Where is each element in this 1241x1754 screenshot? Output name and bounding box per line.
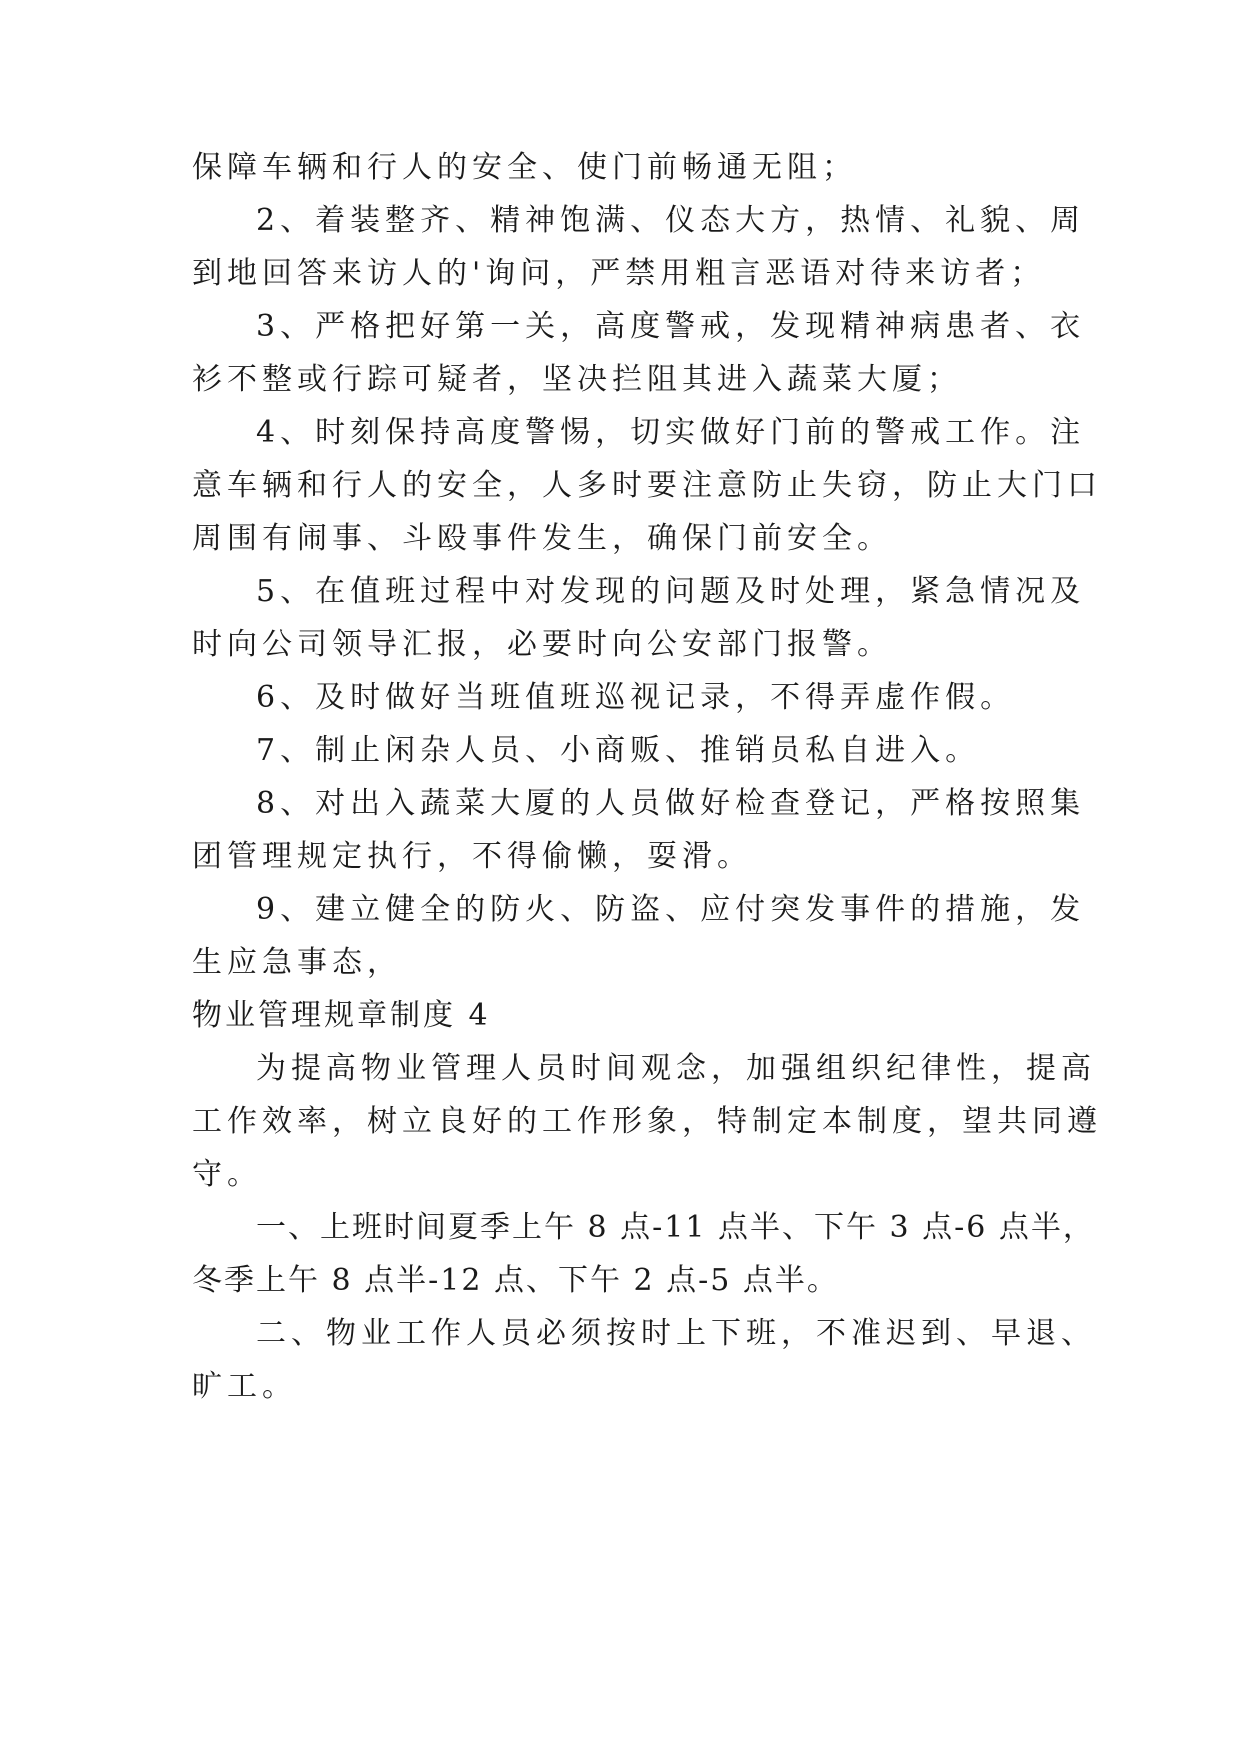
list-item-8-line-1: 8、对出入蔬菜大厦的人员做好检查登记，严格按照集 [256, 786, 1086, 821]
list-item-9-line-2: 生应急事态， [192, 945, 402, 980]
rule-1-line-1: 一、上班时间夏季上午 8 点-11 点半、下午 3 点-6 点半， [256, 1210, 1095, 1245]
list-item-2-line-2: 到地回答来访人的'询问，严禁用粗言恶语对待来访者； [192, 256, 1046, 291]
list-item-9-line-1: 9、建立健全的防火、防盗、应付突发事件的措施，发 [256, 892, 1086, 927]
list-item-5-line-2: 时向公司领导汇报，必要时向公安部门报警。 [192, 627, 892, 662]
list-item-4-line-1: 4、时刻保持高度警惕，切实做好门前的警戒工作。注 [256, 415, 1086, 450]
intro-paragraph-line-2: 工作效率，树立良好的工作形象，特制定本制度，望共同遵 [192, 1104, 1102, 1139]
text-line: 保障车辆和行人的安全、使门前畅通无阻； [192, 150, 857, 185]
list-item-7: 7、制止闲杂人员、小商贩、推销员私自进入。 [256, 733, 981, 768]
list-item-6: 6、及时做好当班值班巡视记录，不得弄虚作假。 [256, 680, 1016, 715]
list-item-4-line-2: 意车辆和行人的安全，人多时要注意防止失窃，防止大门口 [192, 468, 1102, 503]
list-item-4-line-3: 周围有闹事、斗殴事件发生，确保门前安全。 [192, 521, 892, 556]
rule-2-line-2: 旷工。 [192, 1369, 297, 1404]
rule-2-line-1: 二、物业工作人员必须按时上下班，不准迟到、早退、 [256, 1316, 1096, 1351]
rule-1-line-2: 冬季上午 8 点半-12 点、下午 2 点-5 点半。 [192, 1263, 839, 1298]
list-item-8-line-2: 团管理规定执行，不得偷懒，耍滑。 [192, 839, 752, 874]
list-item-2-line-1: 2、着装整齐、精神饱满、仪态大方，热情、礼貌、周 [256, 203, 1086, 238]
intro-paragraph-line-3: 守。 [192, 1157, 262, 1192]
list-item-3-line-1: 3、严格把好第一关，高度警戒，发现精神病患者、衣 [256, 309, 1086, 344]
list-item-3-line-2: 衫不整或行踪可疑者，坚决拦阻其进入蔬菜大厦； [192, 362, 962, 397]
list-item-5-line-1: 5、在值班过程中对发现的问题及时处理，紧急情况及 [256, 574, 1086, 609]
intro-paragraph-line-1: 为提高物业管理人员时间观念，加强组织纪律性，提高 [256, 1051, 1096, 1086]
section-heading: 物业管理规章制度 4 [192, 998, 491, 1033]
